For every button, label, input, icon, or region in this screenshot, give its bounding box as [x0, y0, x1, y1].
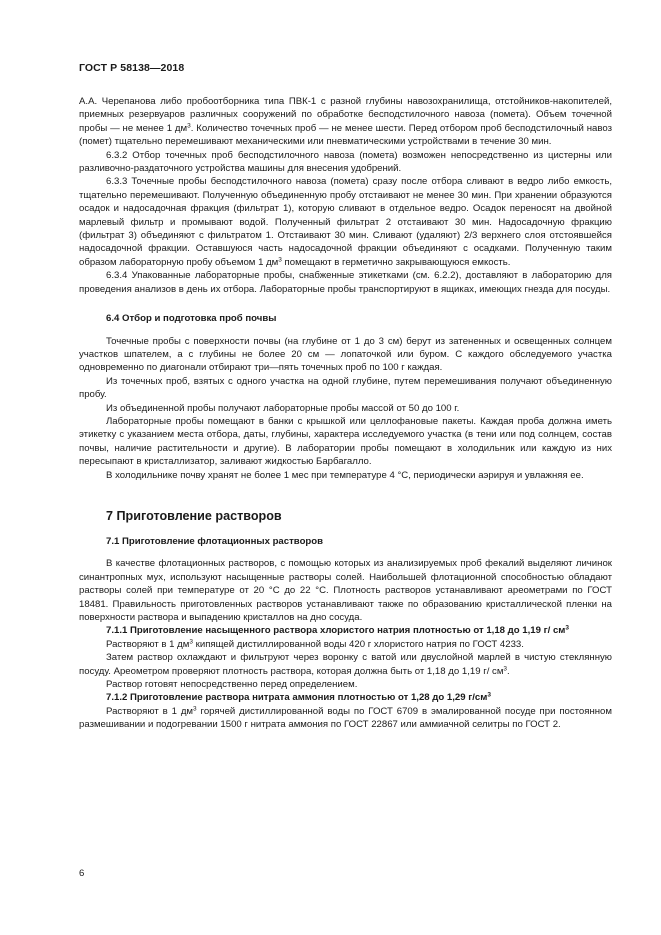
superscript: 3 [503, 665, 508, 673]
paragraph-6-3-2: 6.3.2 Отбор точечных проб бесподстилочного навоза (помета) возможен непосредственно из цистерны или разливочно-раздаточного устройства машины для внесения удобрений. [79, 149, 612, 175]
superscript: 3 [487, 691, 491, 699]
paragraph-sampler [79, 95, 612, 149]
paragraph-text: Затем раствор охлаждают и фильтруют через воронку с ватой или двуслойной марлей в чистую стеклянную посуду. Ареометром проверяют плотность раствора, которая должна быть от 1,18 до 1,19 г/ см [79, 652, 612, 677]
paragraph-text: . [507, 665, 510, 677]
paragraph-soil-packing: Лабораторные пробы помещают в банки с крышкой или целлофановые пакеты. Каждая проба должна иметь этикетку с указанием места отбора, даты, глубины, характера исследуемого участка (в тени или под солнцем, состав почвы, наличие растительности и другие). В лаборатории пробы помещают в холодильник или каждую из них пересыпают в кристаллизатор, заливают жидкостью Барбагалло. [79, 415, 612, 468]
paragraph-soil-combined: Из точечных проб, взятых с одного участка на одной глубине, путем перемешивания получают объединенную пробу. [79, 375, 612, 401]
document-header: ГОСТ Р 58138—2018 [79, 62, 185, 74]
heading-text: 7.1.1 Приготовление насыщенного раствора хлористого натрия плотностью от 1,18 до 1,19 г/ см [106, 625, 566, 637]
superscript: 3 [193, 705, 197, 713]
paragraph-text: горячей дистиллированной воды по ГОСТ 6709 в эмалированной посуде при постоянном размешивании и подогревании 1500 г нитрата аммония по ГОСТ 22867 или аммиачной селитры по ГОСТ 2. [79, 705, 612, 731]
paragraph-text: А.А. Черепанова либо пробоотборника типа ПВК-1 с разной глубины навозохранилища, отстойников-накопителей, приемных резервуаров различных сооружений по обработке бесподстилочного навоза (помета). Объем точечной пробы — не менее 1 дм [79, 96, 612, 134]
paragraph-text: помещают в герметично закрывающуюся емкость. [281, 256, 511, 268]
superscript: 3 [565, 624, 569, 632]
superscript: 3 [278, 256, 282, 264]
paragraph-text: Растворяют в 1 дм [106, 638, 190, 650]
superscript: 3 [187, 122, 191, 130]
superscript: 3 [189, 638, 193, 646]
section-heading-7: 7 Приготовление растворов [106, 508, 282, 523]
paragraph-6-3-4: 6.3.4 Упакованные лабораторные пробы, снабженные этикетками (см. 6.2.2), доставляют в лабораторию для проведения анализов в день их отбора. Лабораторные пробы транспортируют в ящиках, имеющих гнезда для посуды. [79, 270, 612, 295]
paragraph-soil-points: Точечные пробы с поверхности почвы (на глубине от 1 до 3 см) берут из затененных и освещенных солнцем участков шпателем, а с глубины не более 20 см — лопаточкой или буром. С каждого обследуемого участка одновременно по диагонали отбирают три—пять точечных проб по 100 г каждая. [79, 335, 612, 374]
section-heading-7-1-2 [79, 691, 612, 704]
paragraph-soil-lab: Из объединенной пробы получают лабораторные пробы массой от 50 до 100 г. [106, 402, 460, 414]
paragraph-text: . Количество точечных проб — не менее шести. Перед отбором проб бесподстилочный навоз (помет) тщательно перемешивают механическими или пневматическими устройствами в течение 30 мин. [79, 122, 612, 148]
section-heading-7-1-1 [79, 624, 612, 637]
paragraph-text: кипящей дистиллированной воды 420 г хлористого натрия по ГОСТ 4233. [192, 638, 524, 650]
paragraph-text: Растворяют в 1 дм [106, 705, 194, 717]
document-body [79, 95, 612, 732]
heading-text: 7.1.2 Приготовление раствора нитрата аммония плотностью от 1,28 до 1,29 г/см [106, 692, 488, 704]
paragraph-6-3-3 [79, 175, 612, 269]
section-heading-6-4: 6.4 Отбор и подготовка проб почвы [106, 313, 277, 325]
paragraph-nacl-filter [79, 651, 612, 678]
paragraph-nh4no3-dissolve [79, 705, 612, 732]
paragraph-soil-storage: В холодильнике почву хранят не более 1 мес при температуре 4 °С, периодически аэрируя и увлажняя ее. [106, 469, 584, 481]
page-number: 6 [79, 868, 85, 879]
paragraph-flotation: В качестве флотационных растворов, с помощью которых из анализируемых проб фекалий выделяют личинок синантропных мух, используют насыщенные растворы солей. Наибольшей флотационной способностью обладают растворы солей при температуре от 20 °С до 22 °С. Плотность растворов устанавливают ареометрами по ГОСТ 18481. Правильность приготовленных растворов устанавливают также по образованию кристаллической пленки на поверхности раствора и выпадению кристаллов на дно сосуда. [79, 558, 612, 623]
paragraph-nacl-prepare: Раствор готовят непосредственно перед определением. [106, 679, 358, 691]
paragraph-text: 6.3.3 Точечные пробы бесподстилочного навоза (помета) сразу после отбора сливают в ведро либо емкость, тщательно перемешивают. Полученную объединенную пробу отстаивают не менее 30 мин. При хранении образуются осадок и надосадочная фракция (фильтрат 1), которую сливают в отдельное ведро. Осадок переносят на двойной марлевый фильтр и промывают водой. Полученный фильтрат 2 отстаивают 30 мин. Надосадочную фракцию (фильтрат 3) объединяют с фильтратом 1. Отстаивают 30 мин. Сливают (удаляют) 2/3 верхнего слоя отстоявшейся надосадочной фракции. Оставшуюся часть надосадочной фракции объединяют с осадками. Полученную таким образом лабораторную пробу объемом 1 дм [79, 176, 612, 268]
section-heading-7-1: 7.1 Приготовление флотационных растворов [106, 535, 324, 547]
paragraph-nacl-dissolve [79, 638, 612, 651]
